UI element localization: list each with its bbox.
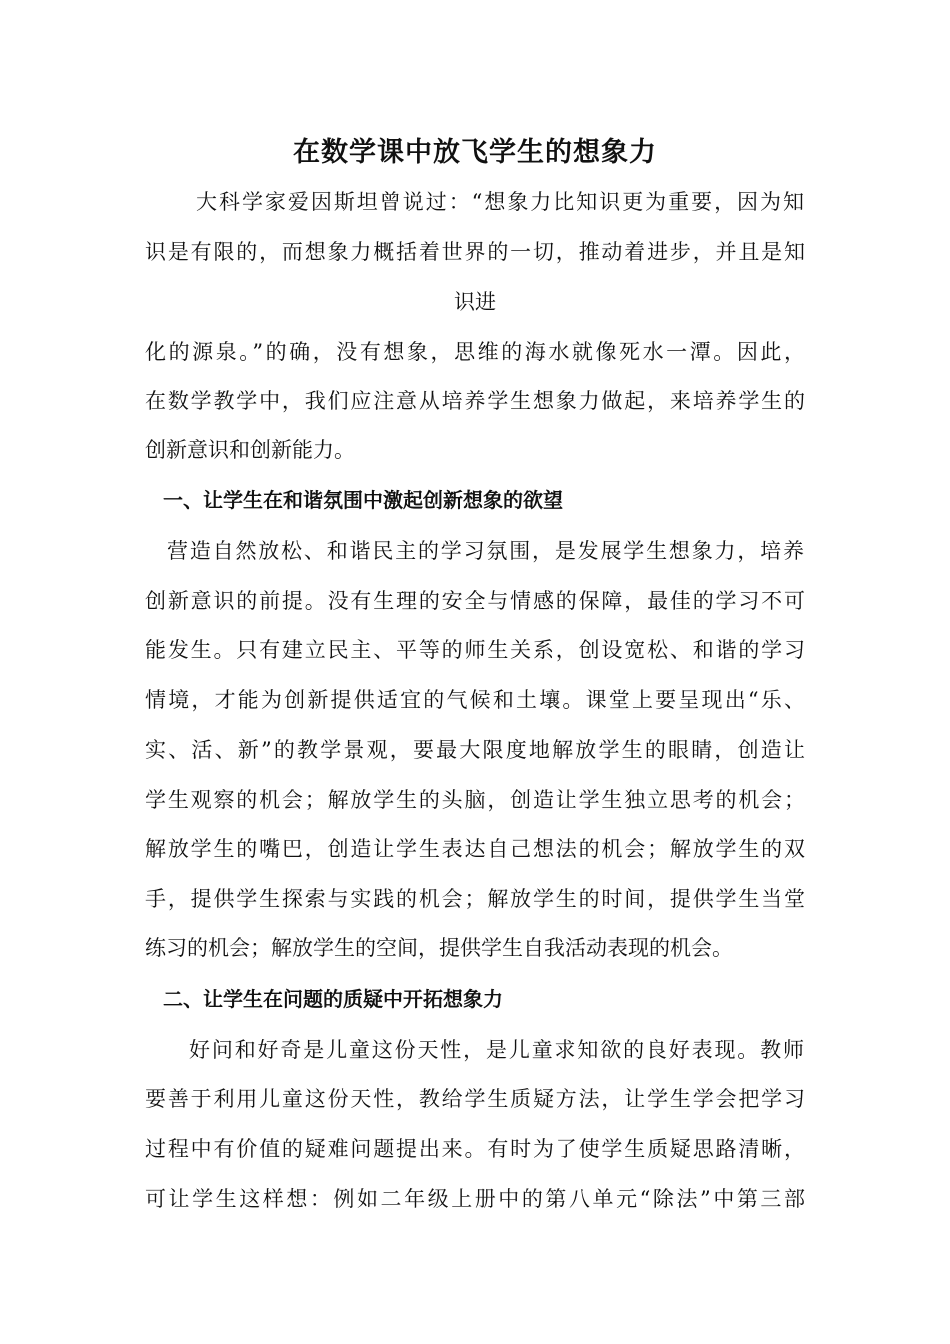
intro-line-2: 识是有限的，而想象力概括着世界的一切，推动着进步，并且是知 (145, 240, 805, 264)
section-1-line-2: 创新意识的前提。没有生理的安全与情感的保障，最佳的学习不可 (145, 589, 805, 613)
intro-line-5: 在数学教学中，我们应注意从培养学生想象力做起，来培养学生的 (145, 389, 805, 413)
section-1-line-7: 解放学生的嘴巴，创造让学生表达自己想法的机会；解放学生的双 (145, 837, 805, 861)
intro-line-1: 大科学家爱因斯坦曾说过：“想象力比知识更为重要，因为知 (196, 190, 804, 214)
section-1-line-8: 手，提供学生探索与实践的机会；解放学生的时间，提供学生当堂 (145, 887, 805, 911)
section-1-line-3: 能发生。只有建立民主、平等的师生关系，创设宽松、和谐的学习 (145, 638, 805, 662)
document-title: 在数学课中放飞学生的想象力 (293, 137, 657, 168)
intro-line-3: 识进 (454, 290, 496, 314)
section-2-line-2: 要善于利用儿童这份天性，教给学生质疑方法，让学生学会把学习 (145, 1087, 805, 1111)
section-1-line-5: 实、活、新”的教学景观，要最大限度地解放学生的眼睛，创造让 (145, 738, 805, 762)
section-1-line-9: 练习的机会；解放学生的空间，提供学生自我活动表现的机会。 (145, 936, 733, 960)
section-1-line-1: 营造自然放松、和谐民主的学习氛围，是发展学生想象力，培养 (167, 539, 804, 563)
section-1-heading: 一、让学生在和谐氛围中激起创新想象的欲望 (163, 488, 563, 512)
intro-line-6: 创新意识和创新能力。 (145, 438, 355, 462)
section-2-line-1: 好问和好奇是儿童这份天性，是儿童求知欲的良好表现。教师 (189, 1038, 804, 1062)
section-2-line-3: 过程中有价值的疑难问题提出来。有时为了使学生质疑思路清晰， (145, 1137, 805, 1161)
section-1-line-6: 学生观察的机会；解放学生的头脑，创造让学生独立思考的机会； (145, 788, 805, 812)
section-2-line-4: 可让学生这样想：例如二年级上册中的第八单元“除法”中第三部 (145, 1187, 805, 1211)
section-2-heading: 二、让学生在问题的质疑中开拓想象力 (163, 987, 503, 1011)
section-1-line-4: 情境，才能为创新提供适宜的气候和土壤。课堂上要呈现出“乐、 (145, 688, 805, 712)
intro-line-4: 化的源泉。”的确，没有想象，思维的海水就像死水一潭。因此， (145, 340, 805, 364)
